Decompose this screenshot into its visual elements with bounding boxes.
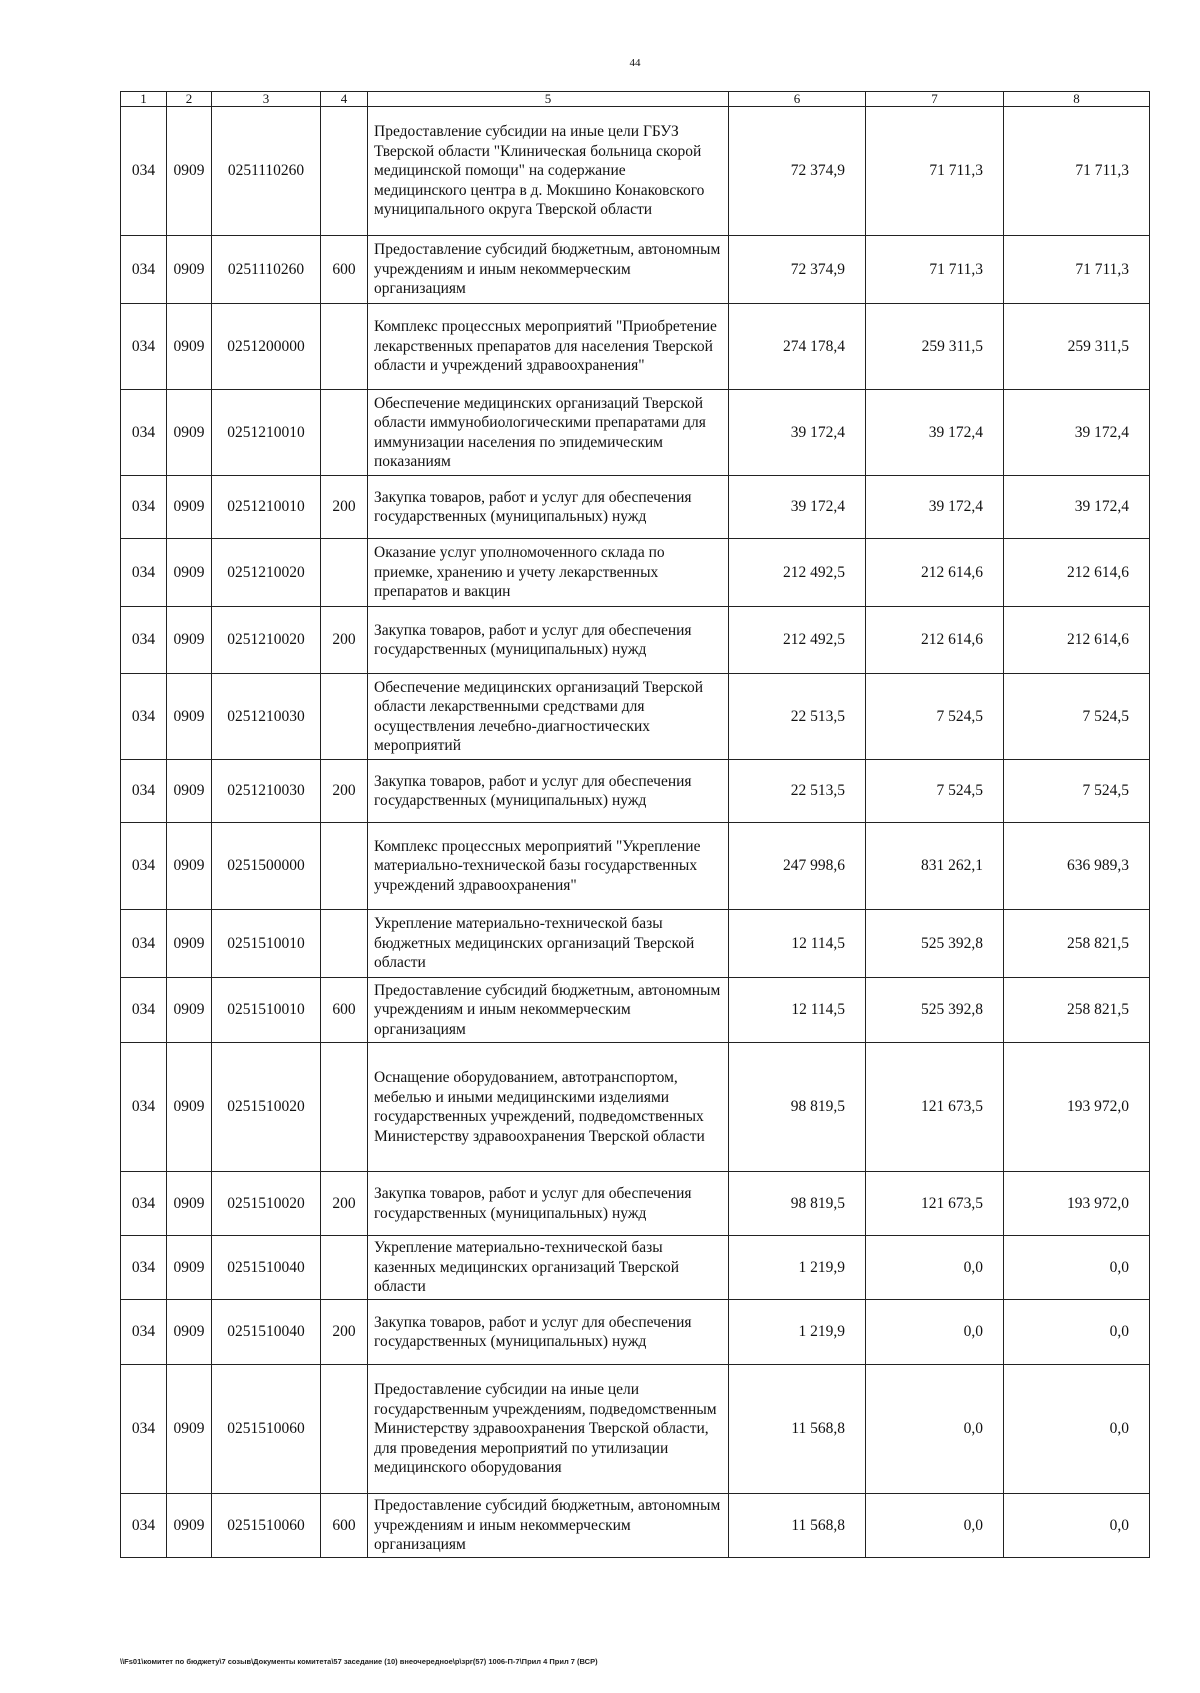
admin-code-cell: 034 <box>121 1494 167 1558</box>
amount-2026-cell: 71 711,3 <box>1004 107 1150 236</box>
expense-type-cell <box>321 1365 368 1494</box>
amount-2024-cell: 72 374,9 <box>729 107 866 236</box>
section-code-cell: 0909 <box>167 1172 212 1236</box>
table-row <box>121 476 1150 539</box>
admin-code-cell: 034 <box>121 107 167 236</box>
section-code-cell: 0909 <box>167 607 212 674</box>
amount-2024-cell: 212 492,5 <box>729 607 866 674</box>
amount-2025-cell: 212 614,6 <box>866 539 1004 607</box>
table-row <box>121 1300 1150 1365</box>
description-cell: Предоставление субсидий бюджетным, автономным учреждениям и иным некоммерческим организациям <box>368 978 729 1043</box>
expense-type-cell: 200 <box>321 1172 368 1236</box>
section-code-cell: 0909 <box>167 1043 212 1172</box>
amount-2024-cell: 274 178,4 <box>729 304 866 390</box>
amount-2025-cell: 525 392,8 <box>866 910 1004 978</box>
column-header-1: 1 <box>121 92 167 107</box>
amount-2026-cell: 0,0 <box>1004 1365 1150 1494</box>
description-cell: Закупка товаров, работ и услуг для обеспечения государственных (муниципальных) нужд <box>368 760 729 823</box>
expense-type-cell <box>321 674 368 760</box>
description-cell: Обеспечение медицинских организаций Тверской области лекарственными средствами для осуществления лечебно-диагностических мероприятий <box>368 674 729 760</box>
expense-type-cell <box>321 1043 368 1172</box>
admin-code-cell: 034 <box>121 1043 167 1172</box>
amount-2024-cell: 39 172,4 <box>729 390 866 476</box>
table-row <box>121 539 1150 607</box>
table-row <box>121 1043 1150 1172</box>
admin-code-cell: 034 <box>121 1300 167 1365</box>
admin-code-cell: 034 <box>121 910 167 978</box>
description-cell: Закупка товаров, работ и услуг для обеспечения государственных (муниципальных) нужд <box>368 607 729 674</box>
target-code-cell: 0251500000 <box>212 823 321 910</box>
expense-type-cell <box>321 823 368 910</box>
amount-2026-cell: 193 972,0 <box>1004 1172 1150 1236</box>
amount-2025-cell: 39 172,4 <box>866 476 1004 539</box>
target-code-cell: 0251200000 <box>212 304 321 390</box>
amount-2024-cell: 212 492,5 <box>729 539 866 607</box>
amount-2025-cell: 121 673,5 <box>866 1043 1004 1172</box>
expense-type-cell <box>321 390 368 476</box>
amount-2025-cell: 0,0 <box>866 1236 1004 1300</box>
amount-2026-cell: 7 524,5 <box>1004 674 1150 760</box>
description-cell: Комплекс процессных мероприятий "Укрепление материально-технической базы государственных учреждений здравоохранения" <box>368 823 729 910</box>
description-cell: Закупка товаров, работ и услуг для обеспечения государственных (муниципальных) нужд <box>368 476 729 539</box>
description-cell: Закупка товаров, работ и услуг для обеспечения государственных (муниципальных) нужд <box>368 1172 729 1236</box>
expense-type-cell: 600 <box>321 1494 368 1558</box>
amount-2024-cell: 98 819,5 <box>729 1043 866 1172</box>
admin-code-cell: 034 <box>121 304 167 390</box>
table-row <box>121 1172 1150 1236</box>
amount-2024-cell: 247 998,6 <box>729 823 866 910</box>
section-code-cell: 0909 <box>167 978 212 1043</box>
target-code-cell: 0251210030 <box>212 674 321 760</box>
table-row <box>121 304 1150 390</box>
target-code-cell: 0251510040 <box>212 1236 321 1300</box>
target-code-cell: 0251510010 <box>212 910 321 978</box>
amount-2025-cell: 39 172,4 <box>866 390 1004 476</box>
amount-2026-cell: 71 711,3 <box>1004 236 1150 304</box>
target-code-cell: 0251210030 <box>212 760 321 823</box>
column-header-5: 5 <box>368 92 729 107</box>
amount-2026-cell: 212 614,6 <box>1004 607 1150 674</box>
expense-type-cell <box>321 107 368 236</box>
amount-2025-cell: 259 311,5 <box>866 304 1004 390</box>
section-code-cell: 0909 <box>167 390 212 476</box>
amount-2025-cell: 71 711,3 <box>866 236 1004 304</box>
expense-type-cell <box>321 910 368 978</box>
description-cell: Закупка товаров, работ и услуг для обеспечения государственных (муниципальных) нужд <box>368 1300 729 1365</box>
section-code-cell: 0909 <box>167 304 212 390</box>
amount-2025-cell: 7 524,5 <box>866 674 1004 760</box>
table-row <box>121 760 1150 823</box>
section-code-cell: 0909 <box>167 1300 212 1365</box>
section-code-cell: 0909 <box>167 760 212 823</box>
table-row <box>121 1494 1150 1558</box>
amount-2026-cell: 258 821,5 <box>1004 910 1150 978</box>
table-body <box>121 107 1150 1558</box>
amount-2024-cell: 72 374,9 <box>729 236 866 304</box>
amount-2025-cell: 121 673,5 <box>866 1172 1004 1236</box>
page-number: 44 <box>629 57 641 69</box>
description-cell: Предоставление субсидий бюджетным, автономным учреждениям и иным некоммерческим организациям <box>368 1494 729 1558</box>
amount-2025-cell: 7 524,5 <box>866 760 1004 823</box>
expense-type-cell: 200 <box>321 607 368 674</box>
target-code-cell: 0251210020 <box>212 607 321 674</box>
amount-2026-cell: 39 172,4 <box>1004 476 1150 539</box>
admin-code-cell: 034 <box>121 607 167 674</box>
table-row <box>121 236 1150 304</box>
amount-2024-cell: 22 513,5 <box>729 760 866 823</box>
amount-2024-cell: 11 568,8 <box>729 1494 866 1558</box>
column-number-row <box>121 92 1150 107</box>
expense-type-cell <box>321 1236 368 1300</box>
admin-code-cell: 034 <box>121 1365 167 1494</box>
target-code-cell: 0251510040 <box>212 1300 321 1365</box>
amount-2025-cell: 831 262,1 <box>866 823 1004 910</box>
expense-type-cell: 600 <box>321 236 368 304</box>
section-code-cell: 0909 <box>167 236 212 304</box>
section-code-cell: 0909 <box>167 476 212 539</box>
description-cell: Укрепление материально-технической базы бюджетных медицинских организаций Тверской области <box>368 910 729 978</box>
amount-2025-cell: 212 614,6 <box>866 607 1004 674</box>
section-code-cell: 0909 <box>167 910 212 978</box>
amount-2024-cell: 12 114,5 <box>729 910 866 978</box>
column-header-4: 4 <box>321 92 368 107</box>
section-code-cell: 0909 <box>167 1236 212 1300</box>
section-code-cell: 0909 <box>167 674 212 760</box>
table-row <box>121 607 1150 674</box>
admin-code-cell: 034 <box>121 1172 167 1236</box>
column-header-7: 7 <box>866 92 1004 107</box>
expense-type-cell: 200 <box>321 1300 368 1365</box>
section-code-cell: 0909 <box>167 823 212 910</box>
target-code-cell: 0251510020 <box>212 1043 321 1172</box>
admin-code-cell: 034 <box>121 978 167 1043</box>
amount-2025-cell: 0,0 <box>866 1494 1004 1558</box>
section-code-cell: 0909 <box>167 107 212 236</box>
target-code-cell: 0251210010 <box>212 390 321 476</box>
amount-2026-cell: 636 989,3 <box>1004 823 1150 910</box>
footer-file-path: \\Fs01\комитет по бюджету\7 созыв\Документы комитета\57 заседание (10) внеочередное\р\зрг(57) 1006-П-7\Прил 4 Прил 7 (ВСР) <box>120 1657 598 1666</box>
table-row <box>121 823 1150 910</box>
section-code-cell: 0909 <box>167 539 212 607</box>
section-code-cell: 0909 <box>167 1365 212 1494</box>
amount-2024-cell: 1 219,9 <box>729 1236 866 1300</box>
amount-2026-cell: 212 614,6 <box>1004 539 1150 607</box>
column-header-2: 2 <box>167 92 212 107</box>
column-header-6: 6 <box>729 92 866 107</box>
description-cell: Предоставление субсидии на иные цели ГБУЗ Тверской области "Клиническая больница скорой медицинской помощи" на содержание медицинского центра в д. Мокшино Конаковского муниципального округа Тверской области <box>368 107 729 236</box>
admin-code-cell: 034 <box>121 539 167 607</box>
expense-type-cell: 200 <box>321 760 368 823</box>
admin-code-cell: 034 <box>121 1236 167 1300</box>
amount-2025-cell: 71 711,3 <box>866 107 1004 236</box>
admin-code-cell: 034 <box>121 674 167 760</box>
section-code-cell: 0909 <box>167 1494 212 1558</box>
column-header-8: 8 <box>1004 92 1150 107</box>
description-cell: Оснащение оборудованием, автотранспортом, мебелью и иными медицинскими изделиями государственных учреждений, подведомственных Министерству здравоохранения Тверской области <box>368 1043 729 1172</box>
table-row <box>121 107 1150 236</box>
amount-2026-cell: 0,0 <box>1004 1236 1150 1300</box>
target-code-cell: 0251110260 <box>212 236 321 304</box>
description-cell: Предоставление субсидий бюджетным, автономным учреждениям и иным некоммерческим организациям <box>368 236 729 304</box>
amount-2024-cell: 12 114,5 <box>729 978 866 1043</box>
admin-code-cell: 034 <box>121 476 167 539</box>
description-cell: Предоставление субсидии на иные цели государственным учреждениям, подведомственным Министерству здравоохранения Тверской области, для проведения мероприятий по утилизации медицинского оборудования <box>368 1365 729 1494</box>
description-cell: Обеспечение медицинских организаций Тверской области иммунобиологическими препаратами для иммунизации населения по эпидемическим показаниям <box>368 390 729 476</box>
target-code-cell: 0251510010 <box>212 978 321 1043</box>
expense-type-cell <box>321 539 368 607</box>
amount-2026-cell: 259 311,5 <box>1004 304 1150 390</box>
admin-code-cell: 034 <box>121 823 167 910</box>
expense-type-cell <box>321 304 368 390</box>
target-code-cell: 0251510020 <box>212 1172 321 1236</box>
admin-code-cell: 034 <box>121 236 167 304</box>
table-row <box>121 1236 1150 1300</box>
target-code-cell: 0251510060 <box>212 1365 321 1494</box>
admin-code-cell: 034 <box>121 390 167 476</box>
amount-2025-cell: 0,0 <box>866 1365 1004 1494</box>
amount-2026-cell: 39 172,4 <box>1004 390 1150 476</box>
table-row <box>121 390 1150 476</box>
table-row <box>121 910 1150 978</box>
table-header <box>121 92 1150 107</box>
amount-2026-cell: 7 524,5 <box>1004 760 1150 823</box>
amount-2026-cell: 258 821,5 <box>1004 978 1150 1043</box>
amount-2025-cell: 0,0 <box>866 1300 1004 1365</box>
budget-table <box>120 91 1150 1558</box>
description-cell: Комплекс процессных мероприятий "Приобретение лекарственных препаратов для населения Тверской области и учреждений здравоохранения" <box>368 304 729 390</box>
table-row <box>121 674 1150 760</box>
amount-2024-cell: 22 513,5 <box>729 674 866 760</box>
amount-2024-cell: 1 219,9 <box>729 1300 866 1365</box>
target-code-cell: 0251510060 <box>212 1494 321 1558</box>
amount-2025-cell: 525 392,8 <box>866 978 1004 1043</box>
column-header-3: 3 <box>212 92 321 107</box>
admin-code-cell: 034 <box>121 760 167 823</box>
amount-2026-cell: 0,0 <box>1004 1300 1150 1365</box>
amount-2024-cell: 98 819,5 <box>729 1172 866 1236</box>
description-cell: Оказание услуг уполномоченного склада по приемке, хранению и учету лекарственных препаратов и вакцин <box>368 539 729 607</box>
target-code-cell: 0251110260 <box>212 107 321 236</box>
target-code-cell: 0251210020 <box>212 539 321 607</box>
amount-2026-cell: 193 972,0 <box>1004 1043 1150 1172</box>
table-row <box>121 978 1150 1043</box>
expense-type-cell: 200 <box>321 476 368 539</box>
table-row <box>121 1365 1150 1494</box>
description-cell: Укрепление материально-технической базы казенных медицинских организаций Тверской области <box>368 1236 729 1300</box>
expense-type-cell: 600 <box>321 978 368 1043</box>
amount-2024-cell: 11 568,8 <box>729 1365 866 1494</box>
amount-2026-cell: 0,0 <box>1004 1494 1150 1558</box>
amount-2024-cell: 39 172,4 <box>729 476 866 539</box>
target-code-cell: 0251210010 <box>212 476 321 539</box>
